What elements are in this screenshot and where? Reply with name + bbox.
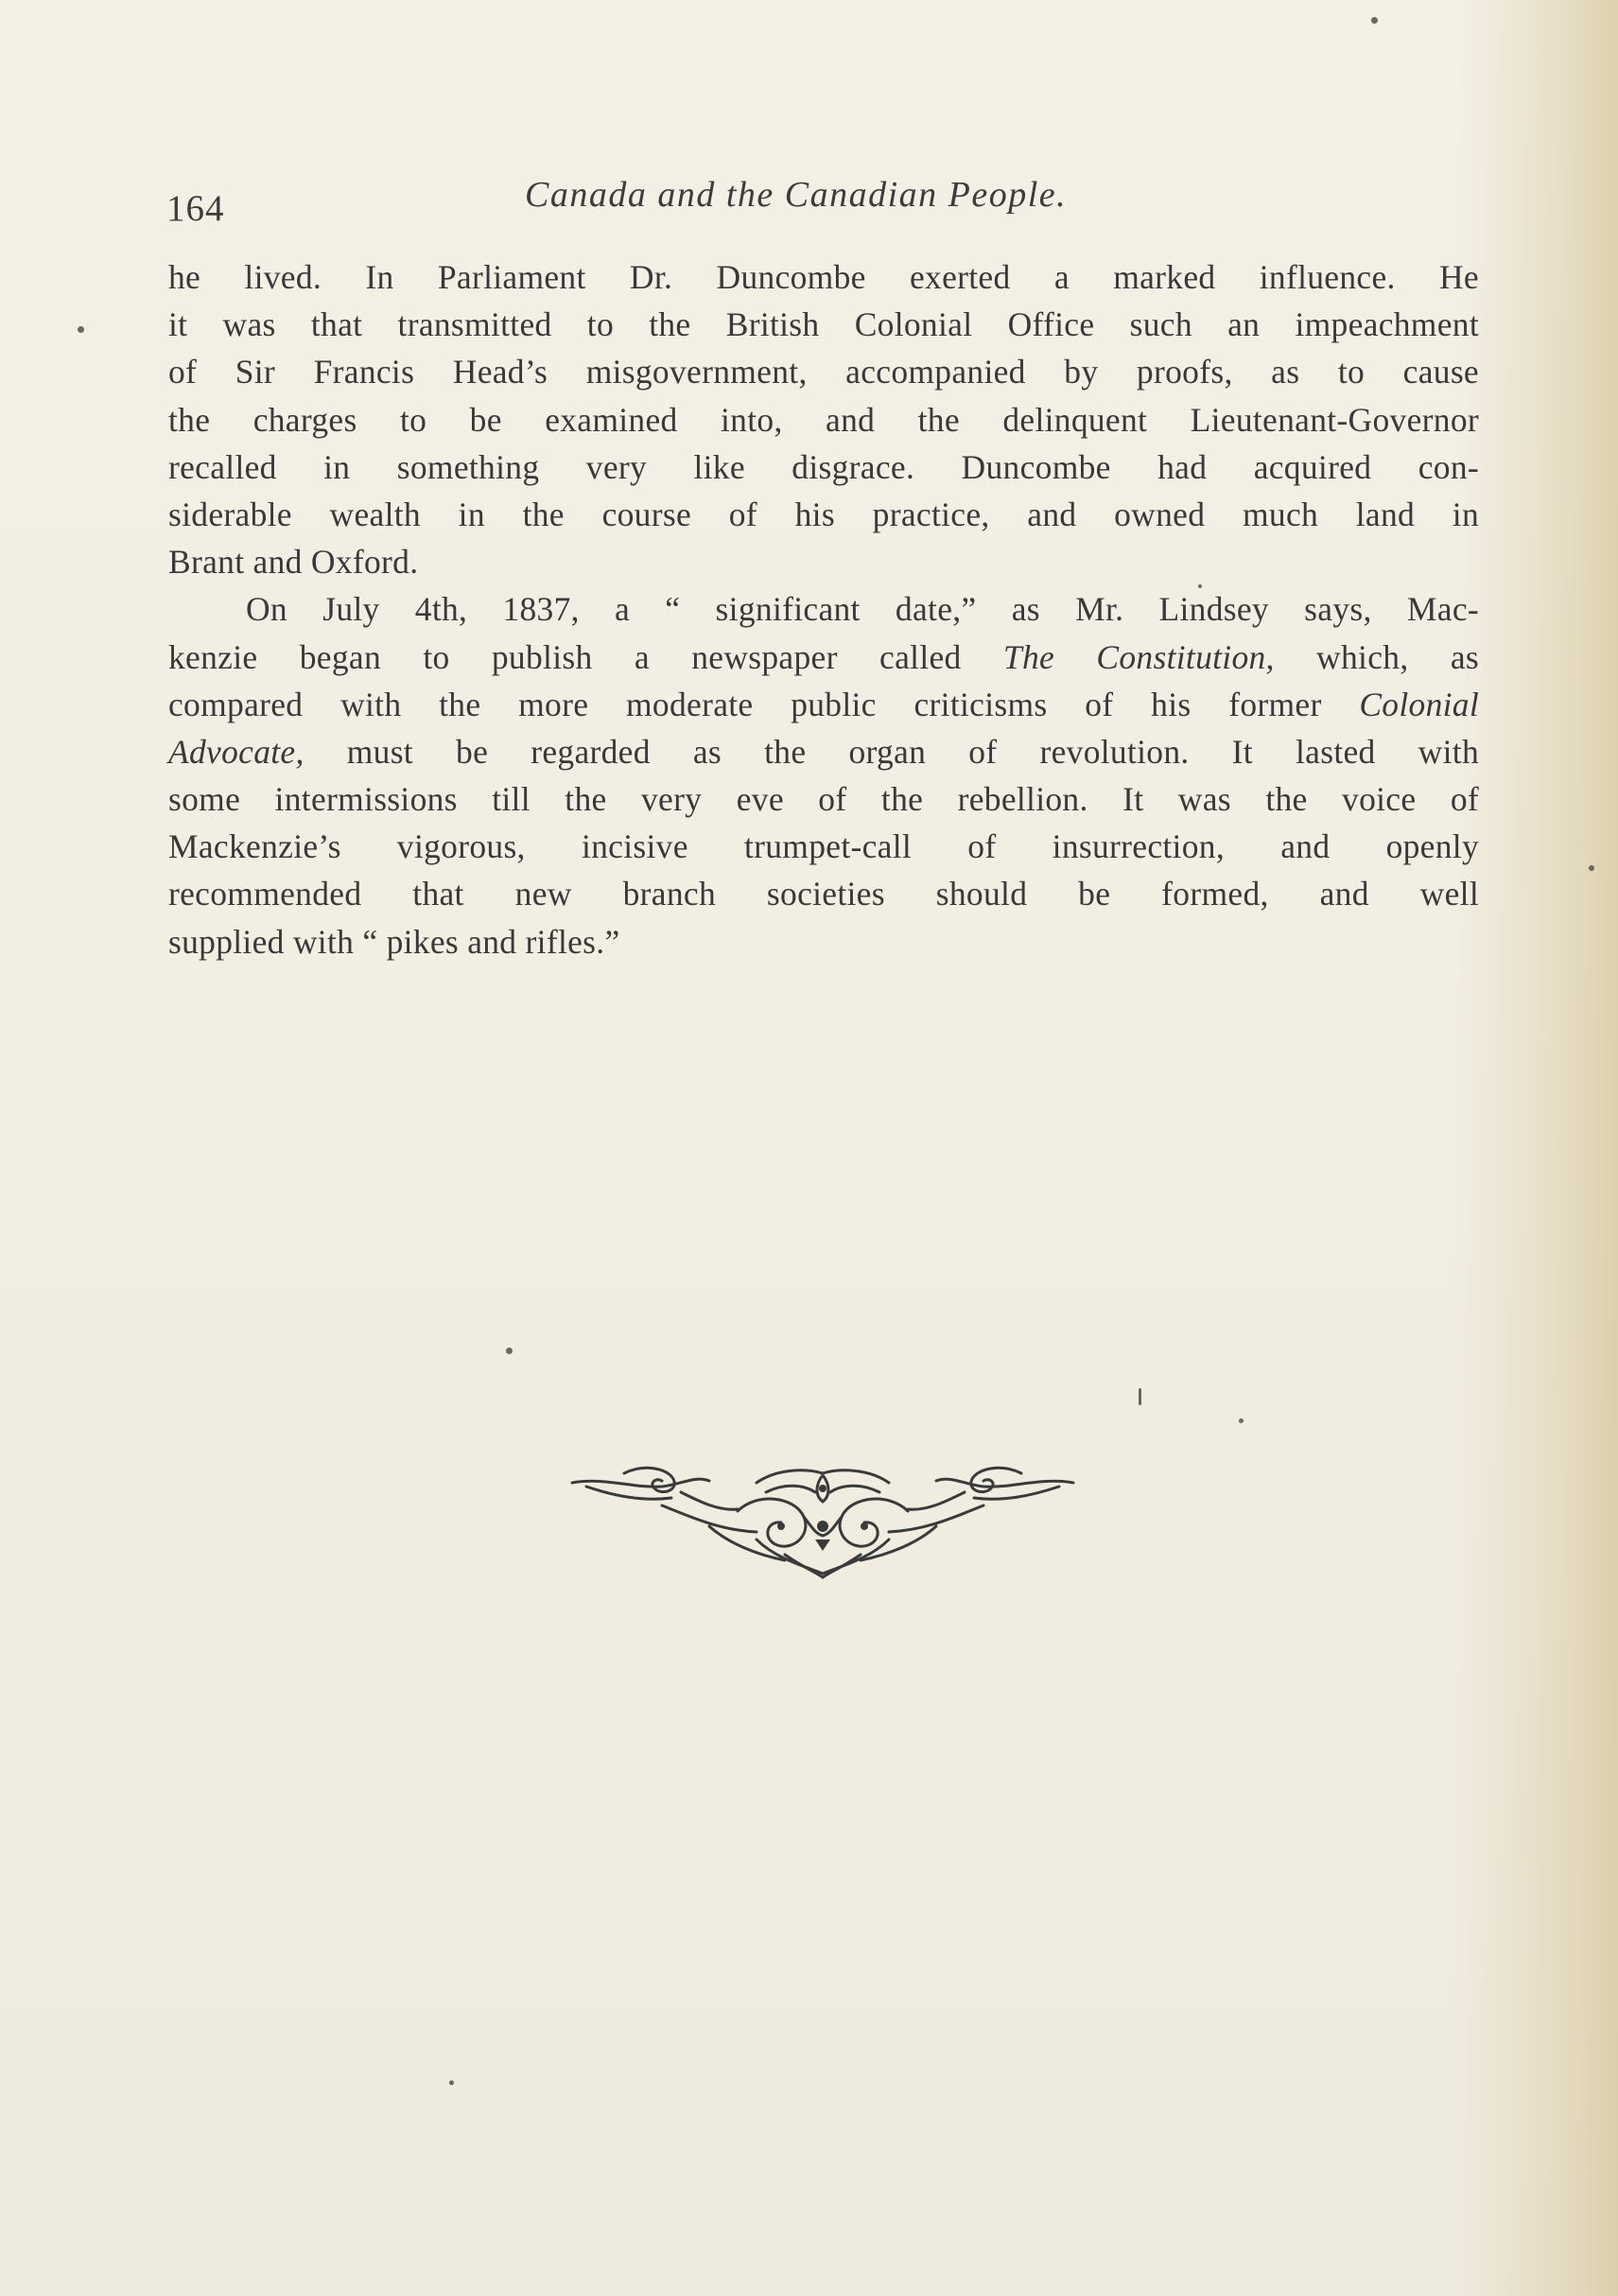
text-line-with-italic	[168, 728, 1479, 775]
text-line: of Sir Francis Head’s misgovernment, accompanied by proofs, as to cause	[168, 353, 1479, 391]
paragraph-2	[168, 585, 1479, 965]
italic-title: Advocate,	[168, 732, 304, 771]
text-line: recalled in something very like disgrace. Duncombe had acquired con-	[168, 447, 1479, 486]
body-text	[168, 253, 1479, 965]
text-line: On July 4th, 1837, a “ significant date,” as Mr. Lindsey says, Mac-	[246, 590, 1479, 629]
fleuron-tailpiece-icon	[567, 1464, 1078, 1579]
text-line: Brant and Oxford.	[168, 543, 419, 582]
text-run: kenzie began to publish a newspaper called	[168, 637, 1003, 676]
text-line: supplied with “ pikes and rifles.”	[168, 922, 620, 961]
text-line-with-italic	[168, 681, 1479, 728]
scan-speck	[1589, 865, 1594, 871]
running-head	[0, 168, 1618, 229]
text-line: Mackenzie’s vigorous, incisive trumpet-call of insurrection, and openly	[168, 827, 1479, 866]
scan-speck	[1198, 584, 1202, 588]
text-line: the charges to be examined into, and the delinquent Lieutenant-Governor	[168, 400, 1479, 439]
scan-speck	[1139, 1388, 1141, 1405]
text-line: some intermissions till the very eve of the rebellion. It was the voice of	[168, 780, 1479, 819]
italic-title: The Constitution,	[1002, 637, 1275, 676]
text-line: he lived. In Parliament Dr. Duncombe exerted a marked influence. He	[168, 258, 1479, 296]
italic-title: Colonial	[1359, 685, 1479, 723]
text-run: which, as	[1274, 637, 1479, 676]
text-run: must be regarded as the organ of revolution. It lasted with	[304, 732, 1479, 771]
running-title: Canada and the Canadian People.	[525, 175, 1068, 215]
scan-speck	[1371, 17, 1378, 24]
text-line: it was that transmitted to the British Colonial Office such an impeachment	[168, 305, 1479, 344]
paragraph-1	[168, 253, 1479, 585]
text-line: siderable wealth in the course of his practice, and owned much land in	[168, 495, 1479, 533]
scan-speck	[449, 2080, 454, 2085]
scan-speck	[506, 1348, 513, 1354]
text-run: compared with the more moderate public criticisms of his former	[168, 685, 1360, 723]
page-number: 164	[166, 188, 225, 229]
text-line-with-italic	[168, 634, 1479, 681]
scan-speck	[1239, 1418, 1244, 1423]
scan-speck	[78, 326, 84, 333]
text-line: recommended that new branch societies should be formed, and well	[168, 875, 1479, 913]
